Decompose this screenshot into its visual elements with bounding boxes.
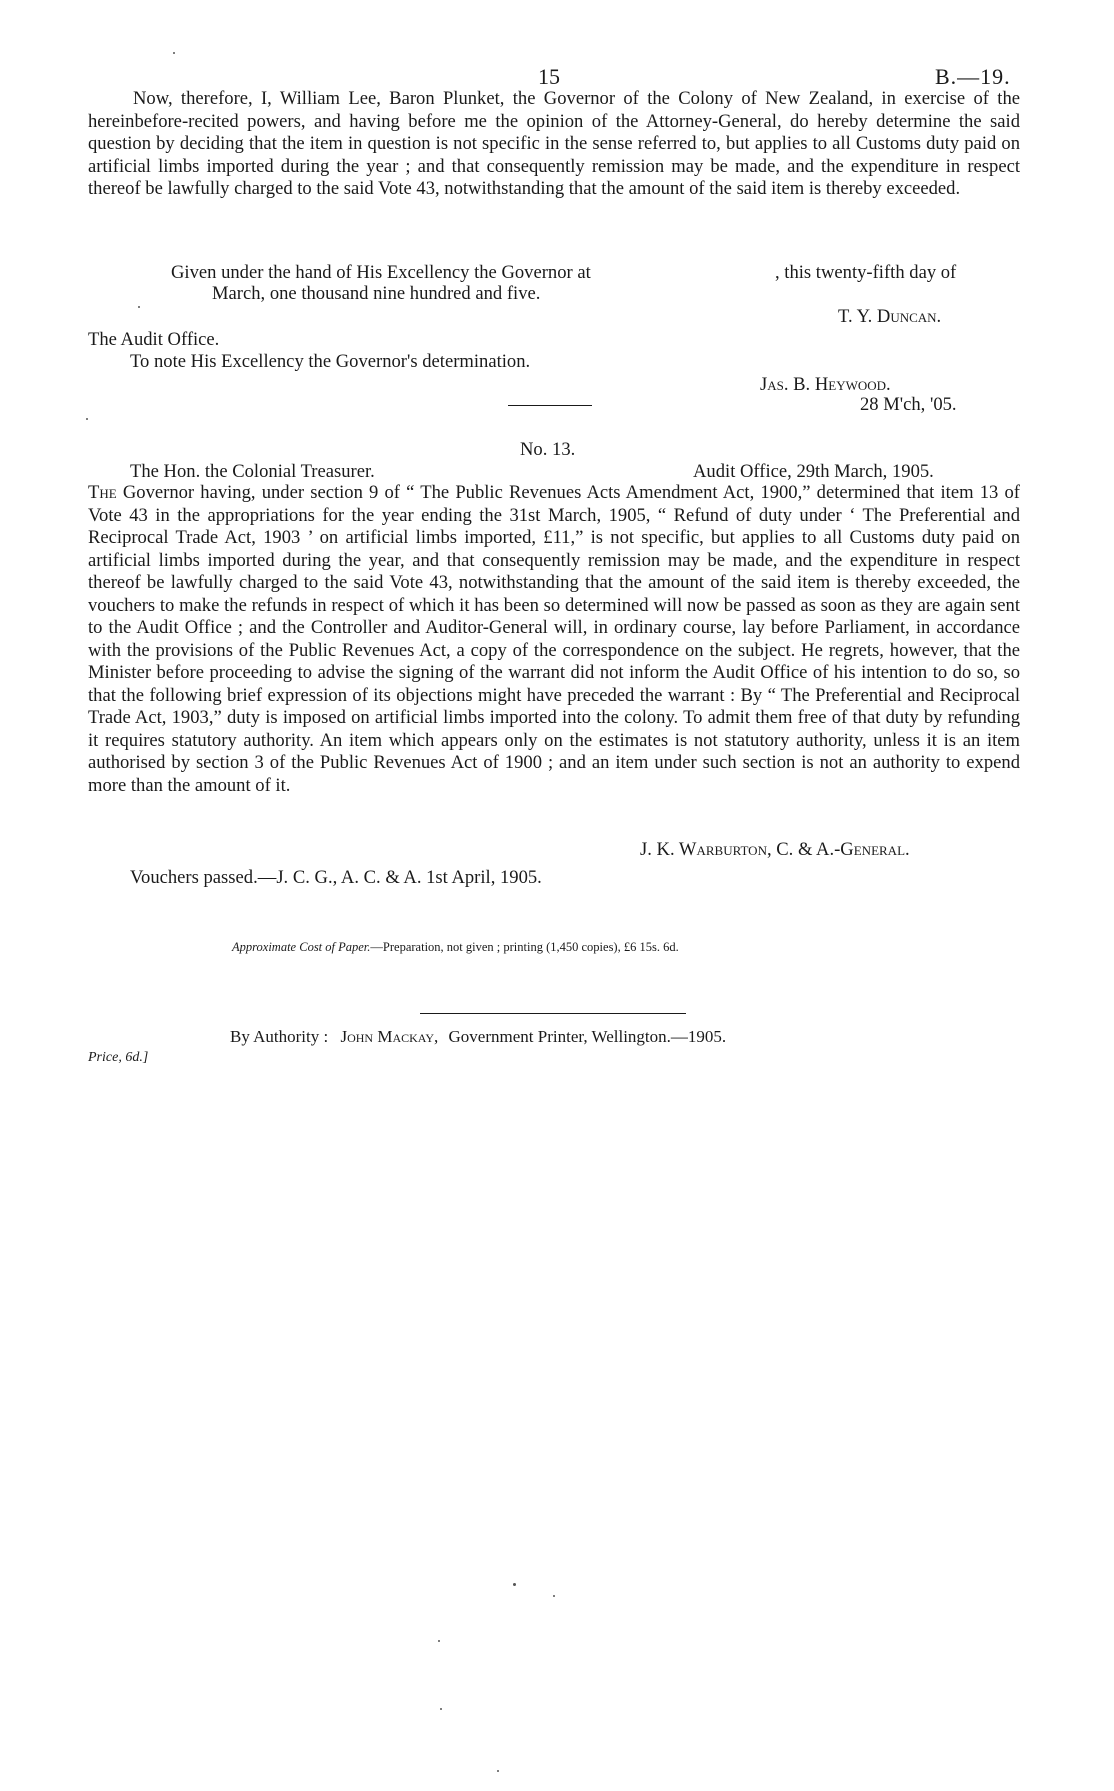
scan-speck [513, 1583, 516, 1586]
page-number: 15 [538, 64, 560, 89]
audit-office-addressee: The Audit Office. [88, 329, 220, 350]
authority-suffix: Government Printer, Wellington.—1905. [448, 1027, 727, 1046]
scan-speck [438, 1640, 440, 1642]
letter-body [88, 482, 1020, 797]
audit-office-instruction: To note His Excellency the Governor's determination. [130, 351, 531, 372]
vouchers-passed-note: Vouchers passed.—J. C. G., A. C. & A. 1st April, 1905. [130, 867, 542, 888]
given-line-1-right: , this twenty-fifth day of [775, 262, 957, 283]
printer-authority-line [230, 1027, 726, 1047]
given-line-2: March, one thousand nine hundred and five. [212, 283, 541, 304]
footer-rule [420, 1013, 686, 1014]
governor-signature: T. Y. Duncan. [838, 306, 942, 327]
cost-of-paper-note [232, 940, 679, 955]
price-note: Price, 6d.] [88, 1050, 149, 1065]
scan-speck [497, 1770, 499, 1772]
letter-origin-date: Audit Office, 29th March, 1905. [693, 461, 934, 482]
printer-name: John Mackay, [340, 1027, 439, 1046]
letter-addressee: The Hon. the Colonial Treasurer. [130, 461, 375, 482]
scan-speck [553, 1595, 555, 1597]
auditor-general-signature: J. K. Warburton, C. & A.-General. [640, 839, 910, 860]
authority-prefix: By Authority : [230, 1027, 329, 1046]
scan-speck [173, 52, 175, 54]
given-line-1-left: Given under the hand of His Excellency the Governor at [171, 262, 591, 283]
scan-speck [138, 306, 140, 308]
cost-of-paper-label: Approximate Cost of Paper. [232, 940, 371, 954]
determination-paragraph: Now, therefore, I, William Lee, Baron Plunket, the Governor of the Colony of New Zealand, in exercise of the hereinbefore-recited powers, and having before me the opinion of the Attorney-General, do hereby determine the said question by deciding that the item in question is not specific in the sense referred to, but applies to all Customs duty paid on artificial limbs imported during the year ; and that consequently remission may be made, and the expenditure in respect thereof be lawfully charged to the said Vote 43, notwithstanding that the amount of the said item is thereby exceeded. [88, 88, 1020, 199]
letter-number: No. 13. [520, 439, 576, 460]
scan-speck [440, 1708, 442, 1710]
letter-body-text: Governor having, under section 9 of “ The Public Revenues Acts Amendment Act, 1900,” determined that item 13 of Vote 43 in the appropriations for the year ending the 31st March, 1905, “ Refund of duty under ‘ The Preferential and Reciprocal Trade Act, 1903 ’ on artificial limbs imported, £11,” is not specific, but applies to all Customs duty paid on artificial limbs imported during the year, and that consequently remission may be made, and the expenditure in respect thereof be lawfully charged to the said Vote 43, notwithstanding that the amount of the said item is thereby exceeded, the vouchers to make the refunds in respect of which it has been so determined will now be passed as soon as they are again sent to the Audit Office ; and the Controller and Auditor-General will, in ordinary course, lay before Parliament, in accordance with the provisions of the Public Revenues Act, a copy of the correspondence on the subject. He regrets, however, that the Minister before proceeding to advise the signing of the warrant did not inform the Audit Office of his intention to do so, so that the following brief expression of its objections might have preceded the warrant : By “ The Preferential and Reciprocal Trade Act, 1903,” duty is imposed on artificial limbs imported into the colony. To admit them free of that duty by refunding it requires statutory authority. An item which appears only on the estimates is not statutory authority, unless it is an item authorised by section 3 of the Public Revenues Act of 1900 ; and an item under such section is not an authority to expend more than the amount of it. [88, 482, 1020, 796]
treasurer-signature-date: 28 M'ch, '05. [860, 394, 957, 415]
treasurer-signature: Jas. B. Heywood. [760, 374, 891, 395]
doc-reference: B.—19. [935, 64, 1011, 89]
cost-of-paper-text: —Preparation, not given ; printing (1,450 copies), £6 15s. 6d. [370, 940, 679, 954]
letter-lead-word: The [88, 482, 117, 503]
scan-speck [86, 418, 88, 420]
section-divider [508, 405, 592, 406]
